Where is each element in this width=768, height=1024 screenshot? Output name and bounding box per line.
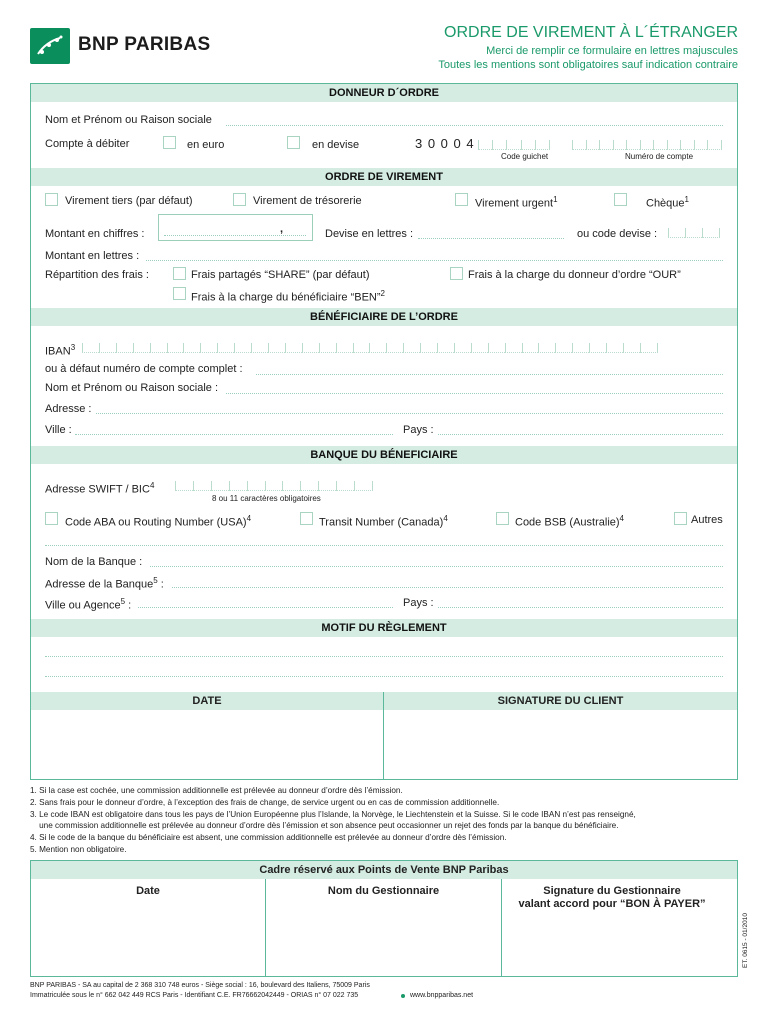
signature-client-box[interactable] (384, 710, 737, 779)
checkbox-autres[interactable] (674, 512, 687, 525)
section-cadre-reserve: Cadre réservé aux Points de Vente BNP Paribas (31, 861, 737, 879)
nom-donneur-label: Nom et Prénom ou Raison sociale (45, 114, 212, 126)
brand-name: BNP PARIBAS (78, 34, 211, 55)
form-reference: ET. 0615 - 01/2010 (742, 913, 749, 968)
devise-lettres-field[interactable] (418, 238, 564, 239)
bnp-logo-icon (30, 28, 70, 64)
swift-field[interactable] (175, 481, 373, 491)
nom-beneficiaire-label: Nom et Prénom ou Raison sociale : (45, 382, 219, 394)
code-banque-field[interactable] (45, 545, 723, 546)
reserve-signature-header-1: Signature du Gestionnaire (543, 885, 681, 897)
ville-agence-label: Ville ou Agence$^5$ : (45, 597, 132, 612)
footer-website-link[interactable]: www.bnpparibas.net (410, 992, 474, 999)
checkbox-en-euro[interactable] (163, 136, 176, 149)
checkbox-transit-number[interactable] (300, 512, 313, 525)
checkbox-virement-tiers[interactable] (45, 193, 58, 206)
virement-urgent-label: Virement urgent$^1$ (475, 195, 558, 210)
montant-lettres-field[interactable] (146, 260, 723, 261)
ville-beneficiaire-label: Ville : (45, 424, 72, 436)
checkbox-virement-urgent[interactable] (455, 193, 468, 206)
nom-banque-label: Nom de la Banque : (45, 556, 143, 568)
swift-label: Adresse SWIFT / BIC$^4$ (45, 481, 155, 496)
checkbox-code-bsb[interactable] (496, 512, 509, 525)
code-banque: 3 0 0 0 4 (415, 136, 475, 151)
swift-hint: 8 ou 11 caractères obligatoires (212, 494, 321, 503)
motif-line-1[interactable] (45, 656, 723, 657)
iban-field[interactable] (82, 343, 658, 353)
pays-beneficiaire-field[interactable] (438, 434, 723, 435)
autres-label: Autres (691, 514, 723, 526)
virement-tresorerie-label: Virement de trésorerie (253, 195, 362, 207)
note-3: 3. Le code IBAN est obligatoire dans tous les pays de l’Union Européenne plus l’Islande, la Norvège, le Liechtenstein et la Suisse. Si le code IBAN n’est pas renseigné, (30, 810, 636, 819)
frais-ben-label: Frais à la charge du bénéficiaire “BEN”$^2$ (191, 289, 385, 304)
section-motif-reglement: MOTIF DU RÈGLEMENT (31, 619, 737, 637)
note-3-continued: une commission additionnelle est prélevée au donneur d’ordre dès l’émission et son absence peut occasionner un rejet des fonds par la banque du bénéficiaire. (30, 821, 619, 830)
code-bsb-label: Code BSB (Australie)$^4$ (515, 514, 624, 529)
date-header: DATE (192, 695, 222, 707)
checkbox-code-aba[interactable] (45, 512, 58, 525)
checkbox-frais-ben[interactable] (173, 287, 186, 300)
code-aba-label: Code ABA ou Routing Number (USA)$^4$ (65, 514, 252, 529)
reserve-date-header: Date (136, 885, 160, 897)
note-1: 1. Si la case est cochée, une commission additionnelle est prélevée au donneur d’ordre dès l’émission. (30, 786, 403, 795)
transit-number-label: Transit Number (Canada)$^4$ (319, 514, 448, 529)
note-2: 2. Sans frais pour le donneur d’ordre, à l’exception des frais de change, de service urgent ou en cas de commission additionnelle. (30, 798, 500, 807)
code-devise-label: ou code devise : (577, 228, 658, 240)
ville-beneficiaire-field[interactable] (75, 434, 393, 435)
note-4: 4. Si le code de la banque du bénéficiaire est absent, une commission additionnelle est prélevée au donneur d’ordre dès l’émission. (30, 833, 507, 842)
code-guichet-field[interactable] (478, 140, 550, 150)
footer-legal-1: BNP PARIBAS - SA au capital de 2 368 310 748 euros - Siège social : 16, boulevard des Italiens, 75009 Paris (30, 982, 370, 989)
checkbox-cheque[interactable] (614, 193, 627, 206)
compte-debiter-label: Compte à débiter (45, 138, 130, 150)
reserve-signature-header-2: valant accord pour “BON À PAYER” (518, 898, 706, 910)
motif-line-2[interactable] (45, 676, 723, 677)
compte-complet-field[interactable] (256, 374, 723, 375)
iban-label: IBAN$^3$ (45, 343, 76, 358)
montant-chiffres-label: Montant en chiffres : (45, 228, 145, 240)
cheque-label: Chèque$^1$ (646, 195, 689, 210)
pays-banque-field[interactable] (438, 607, 723, 608)
pays-beneficiaire-label: Pays : (403, 424, 434, 436)
checkbox-frais-share[interactable] (173, 267, 186, 280)
note-5: 5. Mention non obligatoire. (30, 845, 127, 854)
ville-agence-field[interactable] (138, 607, 393, 608)
subtitle-majuscules: Merci de remplir ce formulaire en lettres majuscules (486, 45, 738, 57)
virement-tiers-label: Virement tiers (par défaut) (65, 195, 193, 207)
nom-donneur-field[interactable] (226, 125, 723, 126)
page-title: ORDRE DE VIREMENT À L´ÉTRANGER (444, 24, 738, 41)
adresse-banque-label: Adresse de la Banque$^5$ : (45, 576, 164, 591)
section-beneficiaire: BÉNÉFICIAIRE DE L’ORDRE (31, 308, 737, 326)
numero-compte-caption: Numéro de compte (625, 152, 694, 161)
checkbox-en-devise[interactable] (287, 136, 300, 149)
montant-chiffres-field[interactable] (158, 214, 313, 241)
checkbox-virement-tresorerie[interactable] (233, 193, 246, 206)
devise-lettres-label: Devise en lettres : (325, 228, 414, 240)
code-guichet-caption: Code guichet (501, 152, 549, 161)
frais-our-label: Frais à la charge du donneur d’ordre “OUR” (468, 269, 681, 281)
reserve-gestionnaire-header: Nom du Gestionnaire (327, 885, 440, 897)
adresse-banque-field[interactable] (172, 587, 723, 588)
montant-lettres-label: Montant en lettres : (45, 250, 140, 262)
signature-client-header: SIGNATURE DU CLIENT (497, 695, 624, 707)
nom-beneficiaire-field[interactable] (226, 393, 723, 394)
montant-chiffres-line (164, 235, 306, 236)
pays-banque-label: Pays : (403, 597, 434, 609)
repartition-frais-label: Répartition des frais : (45, 269, 149, 281)
section-ordre-virement: ORDRE DE VIREMENT (31, 168, 737, 186)
code-devise-field[interactable] (668, 228, 720, 238)
section-banque-beneficiaire: BANQUE DU BÉNEFICIAIRE (31, 446, 737, 464)
footer-dot-icon (401, 994, 405, 998)
footer-legal-2: Immatriculée sous le n° 662 042 449 RCS Paris - Identifiant C.E. FR76662042449 - ORIAS n° 07 022 735 (30, 992, 359, 999)
checkbox-frais-our[interactable] (450, 267, 463, 280)
decimal-separator: , (280, 223, 284, 235)
section-donneur-ordre: DONNEUR D´ORDRE (31, 84, 737, 102)
en-euro-label: en euro (187, 139, 225, 151)
nom-banque-field[interactable] (150, 566, 723, 567)
compte-complet-label: ou à défaut numéro de compte complet : (45, 363, 243, 375)
subtitle-obligatoires: Toutes les mentions sont obligatoires sauf indication contraire (438, 59, 738, 71)
en-devise-label: en devise (312, 139, 360, 151)
frais-share-label: Frais partagés “SHARE” (par défaut) (191, 269, 370, 281)
date-box[interactable] (31, 710, 383, 779)
numero-compte-field[interactable] (572, 140, 722, 150)
adresse-beneficiaire-field[interactable] (96, 413, 723, 414)
adresse-beneficiaire-label: Adresse : (45, 403, 92, 415)
